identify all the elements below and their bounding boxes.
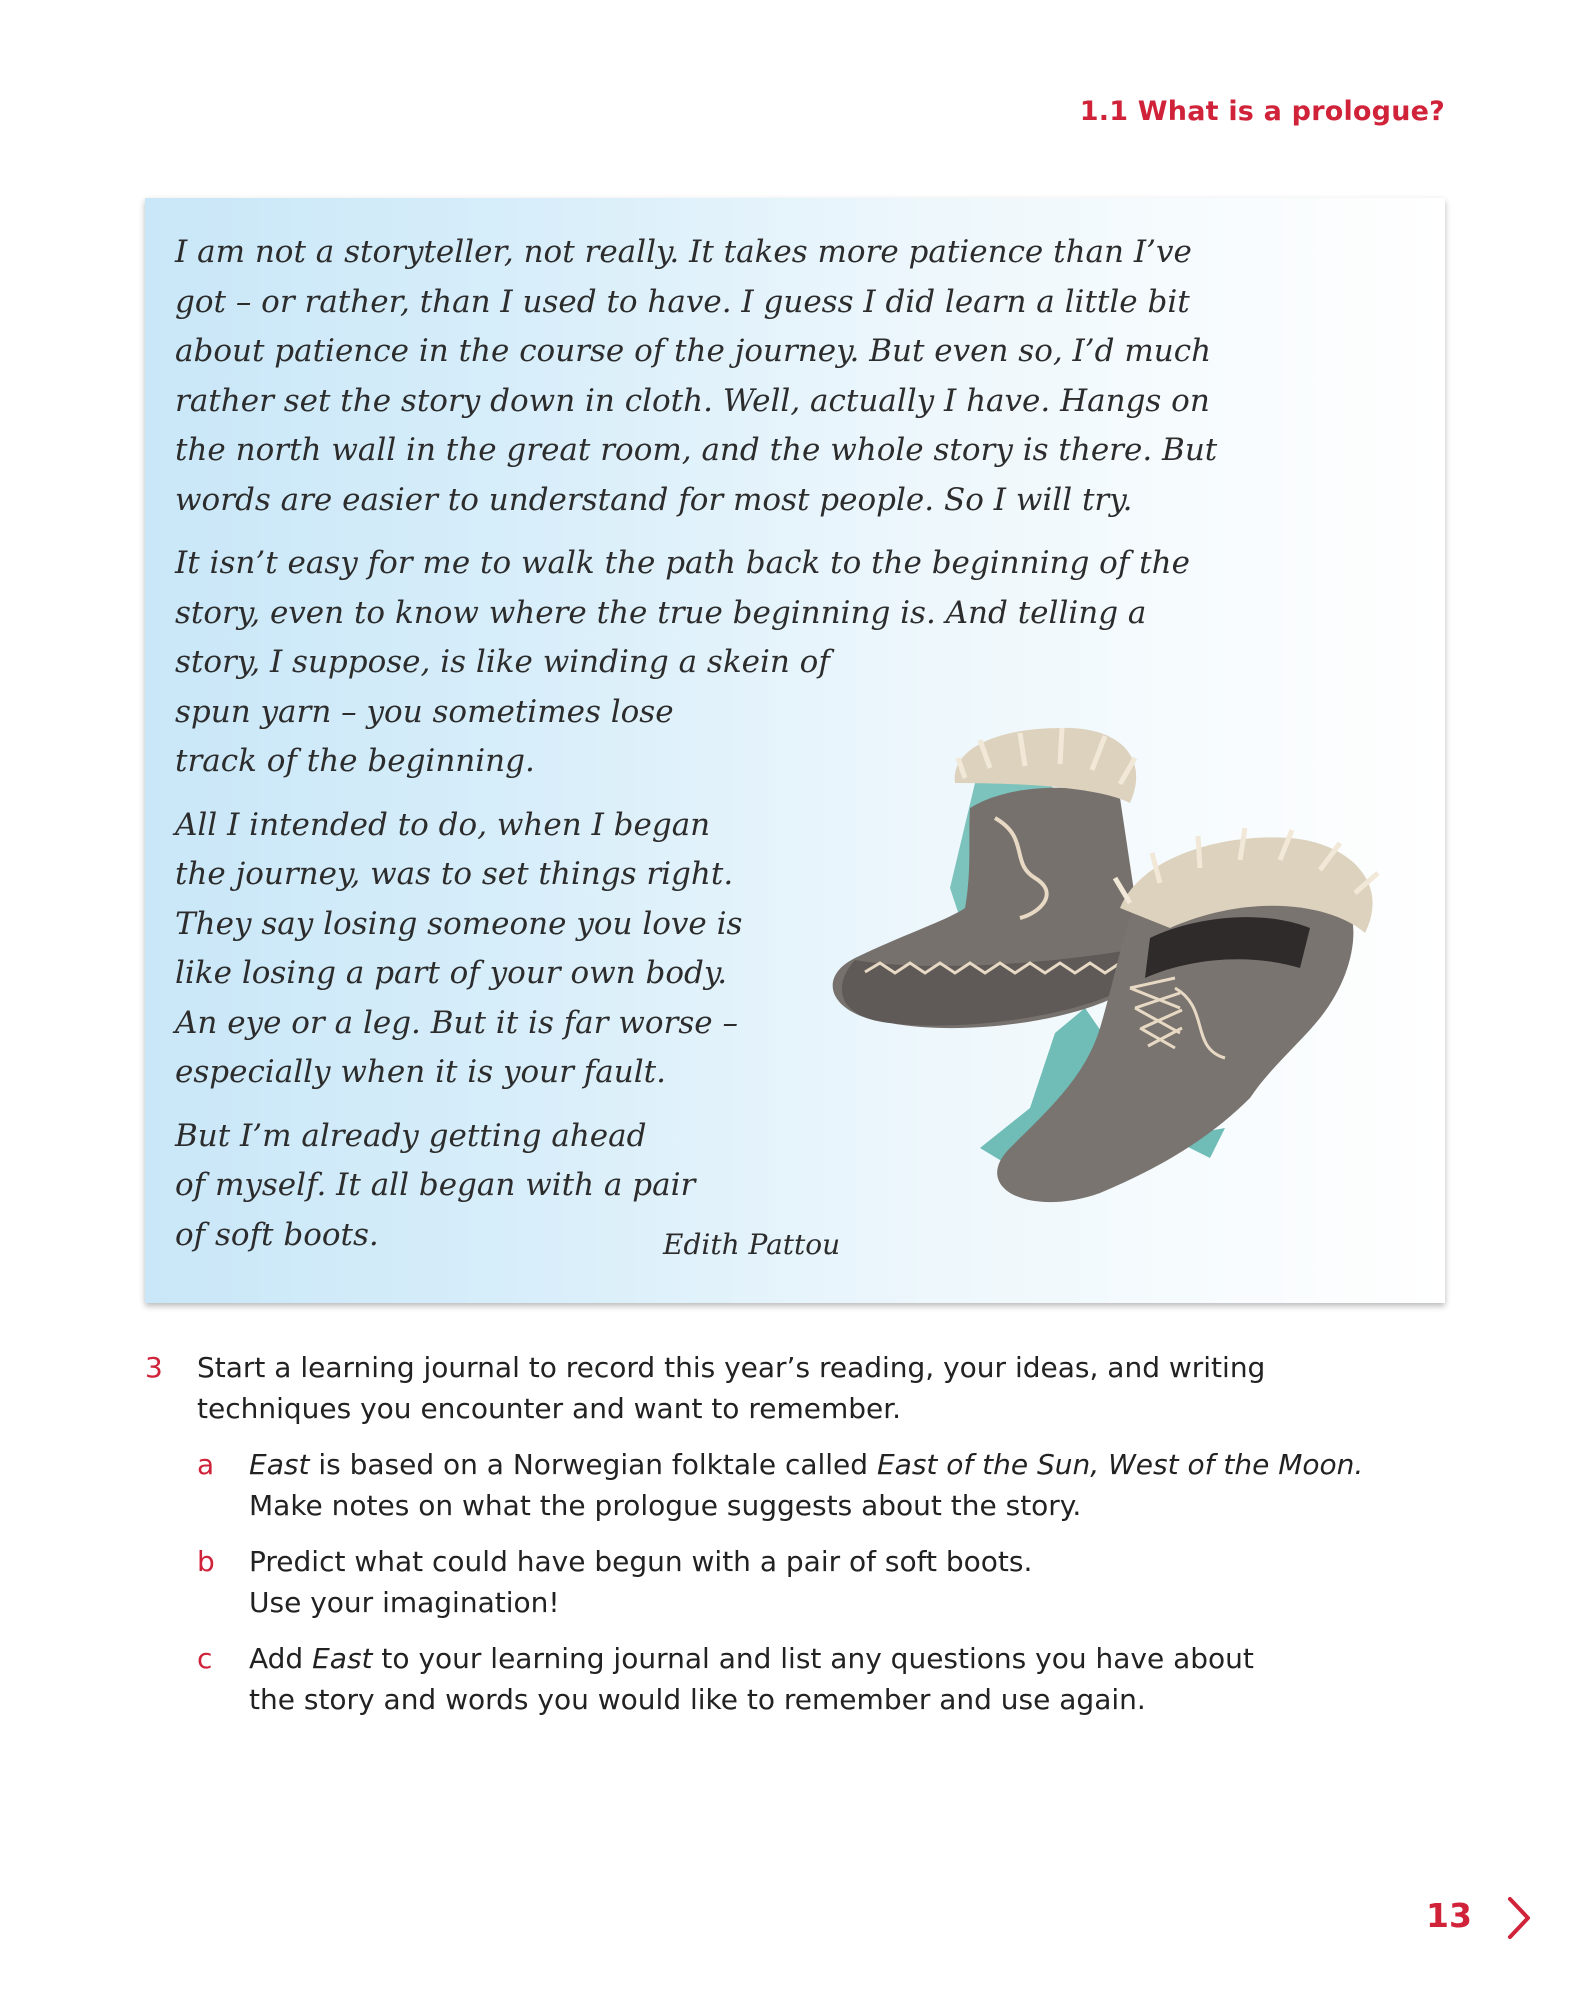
part-line: Make notes on what the prologue suggests about the story.: [249, 1489, 1082, 1522]
question-part-c: [145, 1638, 1445, 1720]
question-line: techniques you encounter and want to remember.: [197, 1392, 902, 1425]
part-letter: b: [197, 1545, 215, 1578]
extract-line: They say losing someone you love is: [175, 905, 743, 942]
extract-line: words are easier to understand for most people. So I will try.: [175, 481, 1133, 518]
question-number: 3: [145, 1351, 163, 1384]
extract-line: But I’m already getting ahead: [175, 1117, 647, 1154]
folktale-title: East of the Sun, West of the Moon.: [876, 1448, 1364, 1481]
book-title: East: [249, 1448, 310, 1481]
extract-line: I am not a storyteller, not really. It takes more patience than I’ve: [175, 234, 1192, 270]
prologue-extract: [145, 198, 1445, 1303]
extract-line: especially when it is your fault.: [175, 1054, 666, 1090]
extract-line: the north wall in the great room, and the whole story is there. But: [175, 432, 1218, 468]
page-number: 13: [1426, 1896, 1472, 1935]
extract-line: rather set the story down in cloth. Well, actually I have. Hangs on: [175, 382, 1210, 419]
part-line: Predict what could have begun with a pair of soft boots.: [249, 1545, 1033, 1578]
question-parts: [145, 1444, 1445, 1720]
extract-paragraph: [175, 228, 1217, 525]
extract-line: the journey, was to set things right.: [175, 856, 734, 892]
question-part-b: [145, 1541, 1445, 1623]
section-title: 1.1 What is a prologue?: [1079, 96, 1445, 127]
extract-line: track of the beginning.: [175, 743, 535, 779]
part-text: to your learning journal and list any questions you have about: [372, 1642, 1254, 1675]
extract-line: story, I suppose, is like winding a skein of: [175, 644, 830, 680]
question-3: [145, 1347, 1445, 1735]
part-line: [249, 1638, 1445, 1679]
extract-line: spun yarn – you sometimes lose: [175, 693, 674, 730]
extract-line: about patience in the course of the journey. But even so, I’d much: [175, 333, 1212, 369]
part-text: is based on a Norwegian folktale called: [309, 1448, 877, 1481]
part-line: Use your imagination!: [249, 1586, 560, 1619]
part-letter: a: [197, 1448, 215, 1481]
author-credit: Edith Pattou: [663, 1228, 841, 1261]
part-text: Add: [249, 1642, 313, 1675]
extract-line: story, even to know where the true beginning is. And telling a: [175, 594, 1147, 631]
question-line: Start a learning journal to record this year’s reading, your ideas, and writing: [197, 1351, 1266, 1384]
extract-line: All I intended to do, when I began: [175, 806, 711, 843]
book-title: East: [312, 1642, 373, 1675]
extract-line: It isn’t easy for me to walk the path back to the beginning of the: [175, 545, 1190, 581]
extract-line: got – or rather, than I used to have. I guess I did learn a little bit: [175, 283, 1190, 320]
extract-line: An eye or a leg. But it is far worse –: [175, 1004, 738, 1041]
extract-line: of soft boots.: [175, 1216, 379, 1253]
question-part-a: [145, 1444, 1445, 1526]
question-stem: [145, 1347, 1445, 1429]
part-line: [249, 1444, 1445, 1485]
chevron-right-icon[interactable]: [1505, 1896, 1533, 1940]
part-line: the story and words you would like to remember and use again.: [249, 1683, 1146, 1716]
extract-line: like losing a part of your own body.: [175, 955, 728, 991]
boots-illustration: [830, 688, 1430, 1233]
part-letter: c: [197, 1642, 213, 1675]
extract-line: of myself. It all began with a pair: [175, 1167, 696, 1203]
